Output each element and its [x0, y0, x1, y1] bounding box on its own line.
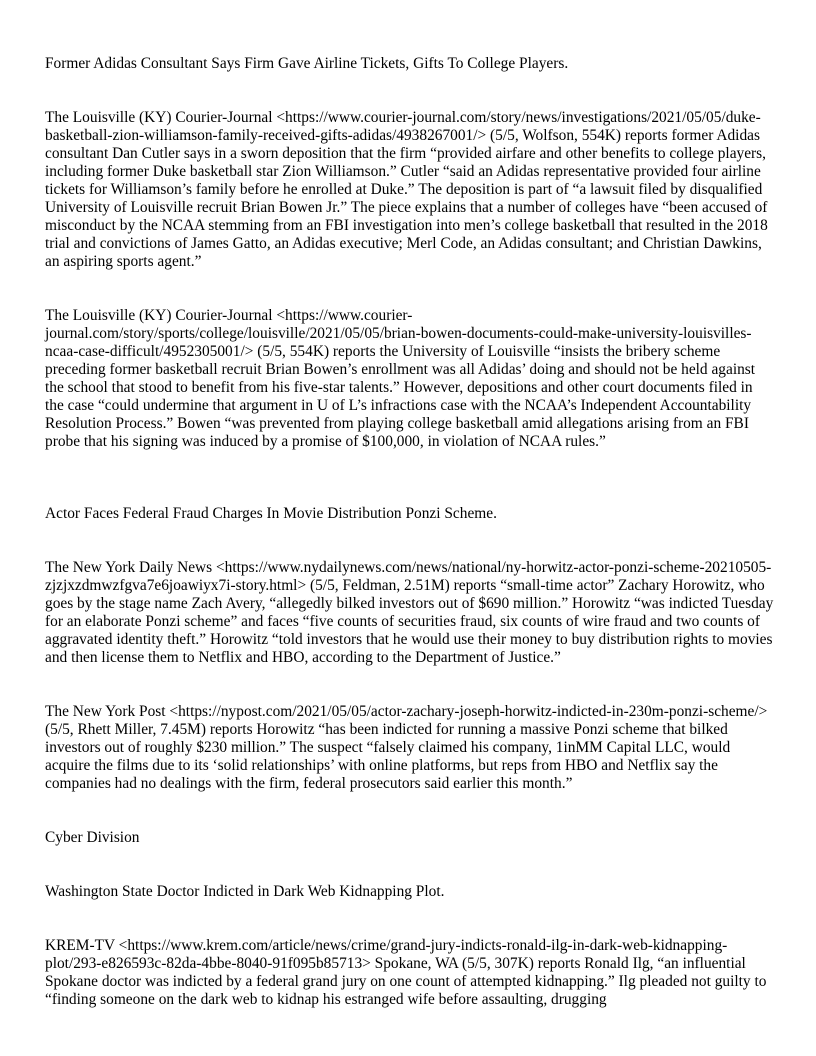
headline-adidas: Former Adidas Consultant Says Firm Gave Airline Tickets, Gifts To College Players. — [45, 55, 569, 72]
paragraph-kidnapping-1: KREM-TV <https://www.krem.com/article/news/crime/grand-jury-indicts-ronald-ilg-in-dark-web-kidnapping-plot/293-e826593c-82da-4bbe-8040-91f095b85713> Spokane, WA (5/5, 307K) reports Ronald Ilg, “an influential Spokane doctor was indicted by a federal grand jury on one count of attempted kidnapping.” Ilg pleaded not guilty to “finding someone on the dark web to kidnap his estranged wife before assaulting, drugging — [45, 937, 767, 1008]
paragraph-ponzi-1: The New York Daily News <https://www.nydailynews.com/news/national/ny-horwitz-actor-ponzi-scheme-20210505-zjzjxzdmwzfgva7e6joawiyx7i-story.html> (5/5, Feldman, 2.51M) reports “small-time actor” Zachary Horowitz, who goes by the stage name Zach Avery, “allegedly bilked investors out of $690 million.” Horowitz “was indicted Tuesday for an elaborate Ponzi scheme” and faces “five counts of securities fraud, six counts of wire fraud and two counts of aggravated identity theft.” Horowitz “told investors that he would use their money to buy distribution rights to movies and then license them to Netflix and HBO, according to the Department of Justice.” — [45, 559, 774, 666]
headline-ponzi: Actor Faces Federal Fraud Charges In Movie Distribution Ponzi Scheme. — [45, 505, 497, 522]
paragraph-ponzi-2: The New York Post <https://nypost.com/2021/05/05/actor-zachary-joseph-horwitz-indicted-in-230m-ponzi-scheme/> (5/5, Rhett Miller, 7.45M) reports Horowitz “has been indicted for running a massive Ponzi scheme that bilked investors out of roughly $230 million.” The suspect “falsely claimed his company, 1inMM Capital LLC, would acquire the films due to its ‘solid relationships’ with online platforms, but reps from HBO and Netflix say the companies had no dealings with the firm, federal prosecutors said earlier this month.” — [45, 703, 768, 792]
division-heading: Cyber Division — [45, 829, 140, 846]
paragraph-adidas-2: The Louisville (KY) Courier-Journal <https://www.courier-journal.com/story/sports/college/louisville/2021/05/05/brian-bowen-documents-could-make-university-louisvilles-ncaa-case-difficult/4952305001/> (5/5, 554K) reports the University of Louisville “insists the bribery scheme preceding former basketball recruit Brian Bowen’s enrollment was all Adidas’ doing and should not be held against the school that stood to benefit from his five-star talents.” However, depositions and other court documents filed in the case “could undermine that argument in U of L’s infractions case with the NCAA’s Independent Accountability Resolution Process.” Bowen “was prevented from playing college basketball amid allegations arising from an FBI probe that his signing was induced by a promise of $100,000, in violation of NCAA rules.” — [45, 307, 756, 450]
paragraph-adidas-1: The Louisville (KY) Courier-Journal <https://www.courier-journal.com/story/news/investigations/2021/05/05/duke-basketball-zion-williamson-family-received-gifts-adidas/4938267001/> (5/5, Wolfson, 554K) reports former Adidas consultant Dan Cutler says in a sworn deposition that the firm “provided airfare and other benefits to college players, including former Duke basketball star Zion Williamson.” Cutler “said an Adidas representative provided four airline tickets for Williamson’s family before he enrolled at Duke.” The deposition is part of “a lawsuit filed by disqualified University of Louisville recruit Brian Bowen Jr.” The piece explains that a number of colleges have “been accused of misconduct by the NCAA stemming from an FBI investigation into men’s college basketball that resulted in the 2018 trial and convictions of James Gatto, an Adidas executive; Merl Code, an Adidas consultant; and Christian Dawkins, an aspiring sports agent.” — [45, 109, 768, 270]
headline-kidnapping: Washington State Doctor Indicted in Dark Web Kidnapping Plot. — [45, 883, 445, 900]
